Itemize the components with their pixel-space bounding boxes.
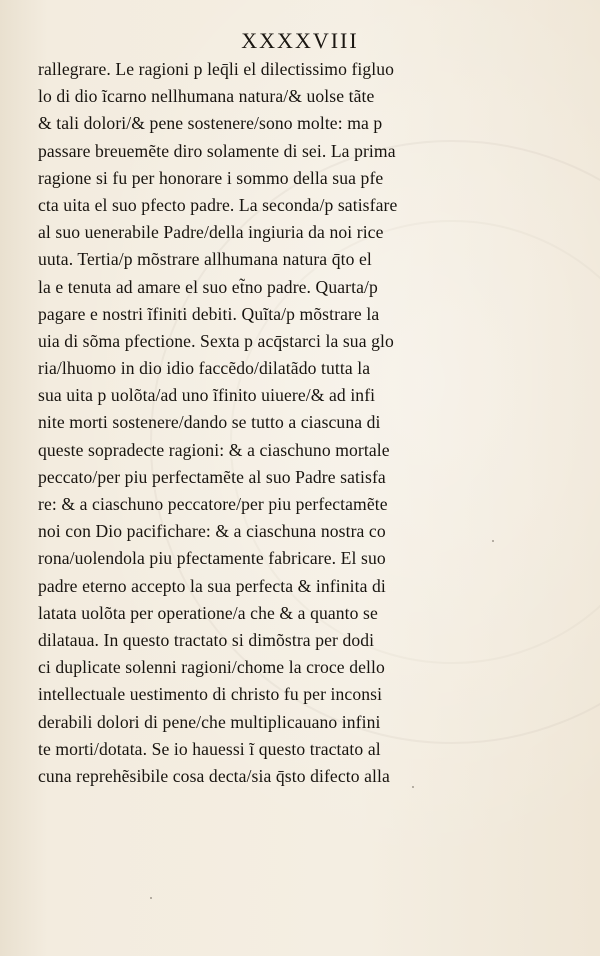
text-line: passare breuemẽte diro solamente di sei. La prima	[38, 140, 396, 161]
text-line: te morti/dotata. Se io hauessi ĩ questo tractato al	[38, 738, 381, 759]
text-line: uia di sõma pfectione. Sexta p acq̄starci la sua glo	[38, 330, 394, 351]
text-line: sua uita p uolõta/ad uno ĩfinito uiuere/& ad infi	[38, 385, 376, 406]
text-line: ragione si fu per honorare i sommo della sua pfe	[38, 167, 384, 188]
text-line: dilataua. In questo tractato si dimõstra per dodi	[38, 629, 375, 650]
text-line: pagare e nostri ĩfiniti debiti. Quĩta/p mõstrare la	[38, 303, 380, 324]
text-line: noi con Dio pacifichare: & a ciaschuna nostra co	[38, 521, 386, 542]
text-line: rallegrare. Le ragioni p leq̄li el dilectissimo figluo	[38, 59, 395, 79]
text-block	[38, 56, 468, 790]
text-line: cuna reprehẽsibile cosa decta/sia q̄sto difecto alla	[38, 765, 390, 786]
text-line: cta uita el suo pfecto padre. La seconda/p satisfare	[38, 194, 398, 215]
text-line: latata uolõta per operatione/a che & a quanto se	[38, 602, 378, 623]
text-line: queste sopradecte ragioni: & a ciaschuno mortale	[38, 439, 390, 460]
text-line: lo di dio ĩcarno nellhumana natura/& uolse tãte	[38, 86, 375, 107]
paper-speck	[412, 786, 414, 788]
text-line: nite morti sostenere/dando se tutto a ciascuna di	[38, 412, 381, 433]
text-line: peccato/per piu perfectamẽte al suo Padre satisfa	[38, 466, 386, 487]
text-line: derabili dolori di pene/che multiplicauano infini	[38, 711, 381, 732]
text-line: padre eterno accepto la sua perfecta & infinita di	[38, 575, 386, 596]
text-line: al suo uenerabile Padre/della ingiuria da noi rice	[38, 222, 384, 243]
page-number: XXXXVIII	[241, 28, 359, 53]
text-line: & tali dolori/& pene sostenere/sono molte: ma p	[38, 113, 383, 134]
text-line: ria/lhuomo in dio idio faccẽdo/dilatãdo tutta la	[38, 358, 371, 379]
text-line: rona/uolendola piu pfectamente fabricare. El suo	[38, 548, 386, 569]
text-line: intellectuale uestimento di christo fu per inconsi	[38, 684, 383, 705]
text-line: re: & a ciaschuno peccatore/per piu perfectamẽte	[38, 494, 388, 514]
paper-speck	[492, 540, 494, 542]
text-line: la e tenuta ad amare el suo et̃no padre. Quarta/p	[38, 276, 378, 297]
text-line: ci duplicate solenni ragioni/chome la croce dello	[38, 657, 385, 678]
text-line: uuta. Tertia/p mõstrare allhumana natura q̄to el	[38, 249, 372, 270]
paper-speck	[150, 897, 152, 899]
